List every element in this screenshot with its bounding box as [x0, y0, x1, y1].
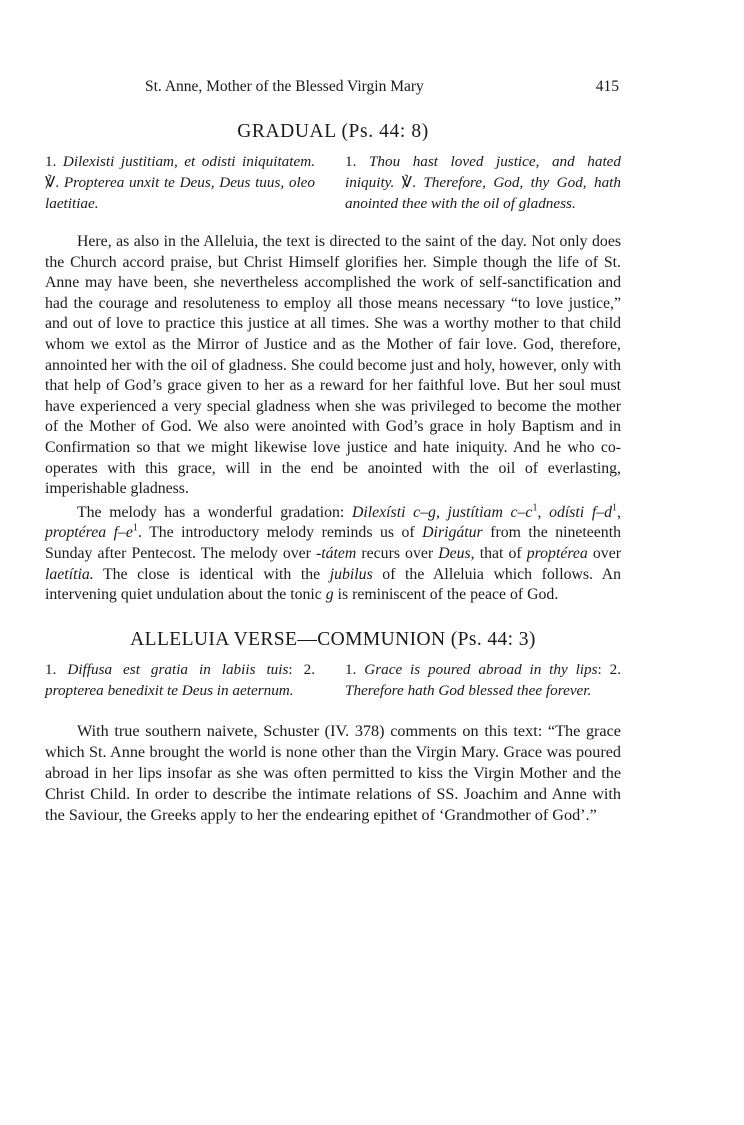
english-text: Thou hast loved justice, and hated iniquity. — [345, 153, 622, 191]
english-text: Therefore, God, thy God, hath anointed thee with the oil of gladness. — [345, 174, 621, 212]
book-page — [45, 78, 621, 826]
latin-text: Dilexisti justitiam, et odisti iniquitatem. — [62, 153, 315, 170]
latin-text: propterea benedixit te Deus in aeternum. — [45, 681, 294, 699]
alleluia-commentary: With true southern naivete, Schuster (IV. 378) comments on this text: “The grace which St. Anne brought the world is none other than the Virgin Mary. Grace was poured abroad in her lips insofar as she was often permitted to kiss the Virgin Mother and the Christ Child. In order to describe the intimate relations of SS. Joachim and Anne with the Saviour, the Greeks apply to her the endearing epithet of ‘Grandmother of God’.” — [45, 721, 621, 824]
verse-number: : 2. — [597, 660, 621, 678]
verse-number: 1. — [45, 660, 68, 678]
verse-number: 1. — [345, 153, 369, 170]
alleluia-text — [45, 659, 621, 701]
melody-commentary: The melody has a wonderful gradation: Dilexísti c–g, justítiam $c-c^1$, odísti $f-d^1$, proptérea $f-e^1$. The introductory melody reminds us of Dirigátur from the nineteenth Sunday after Pentecost. The melody over -tátem recurs over Deus, that of proptérea over laetítia. The close is identical with the jubilus of the Alleluia which follows. An intervening quiet undulation about the tonic g is reminiscent of the peace of God. — [45, 502, 621, 604]
verse-number: 1. — [345, 660, 365, 678]
latin-text: Diffusa est gratia in labiis tuis — [67, 660, 289, 678]
running-head — [45, 78, 621, 100]
gradual-text — [45, 151, 621, 214]
versicle-mark: ℣. — [45, 174, 64, 191]
gradual-heading: GRADUAL (Ps. 44: 8) — [237, 121, 429, 142]
gradual-commentary: Here, as also in the Alleluia, the text is directed to the saint of the day. Not only does the Church accord praise, but Christ Himself glorifies her. Simple though the life of St. Anne may have been, she nevertheless accomplished the work of self-sanctification and had the courage and resoluteness to employ all those means necessary “to love justice,” and out of love to practice this justice at all times. She was a worthy mother to that child whom we extol as the Mirror of Justice and as the Mother of fair love. God, therefore, annointed her with the oil of gladness. She could become just and holy, however, only with that help of God’s grace given to her as a reward for her faithful love. But her soul must have experienced a very special gladness when she was privileged to become the mother of the Mother of God. We also were anointed with God’s grace in holy Baptism and in Confirmation so that we might likewise love justice and hate iniquity. And he who co-operates with this grace, will in the end be anointed with the oil of everlasting, imperishable gladness. — [45, 233, 621, 498]
running-title: St. Anne, Mother of the Blessed Virgin Mary — [145, 78, 424, 95]
alleluia-heading: ALLELUIA VERSE—COMMUNION (Ps. 44: 3) — [130, 628, 536, 650]
latin-text: Propterea unxit te Deus, Deus tuus, oleo laetitiae. — [45, 174, 315, 212]
gradual-latin — [45, 151, 315, 214]
alleluia-english — [345, 659, 621, 701]
versicle-mark: ℣. — [401, 174, 424, 191]
english-text: Therefore hath God blessed thee forever. — [345, 681, 592, 699]
gradual-english — [345, 151, 621, 214]
alleluia-latin — [45, 659, 315, 701]
verse-number: : 2. — [288, 660, 315, 678]
english-text: Grace is poured abroad in thy lips — [364, 660, 598, 678]
verse-number: 1. — [45, 153, 63, 170]
page-number: 415 — [595, 78, 619, 95]
